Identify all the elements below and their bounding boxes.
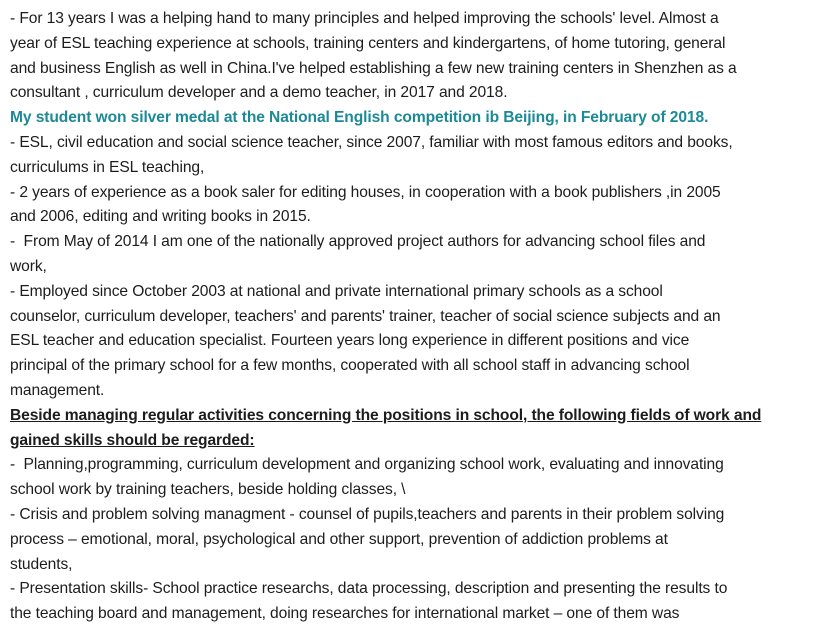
heading-line: Beside managing regular activities concerning the positions in school, the following fields of work and (10, 406, 762, 424)
text-line: and business English as well in China.I've helped establishing a few new training centers in Shenzhen as a (10, 59, 737, 77)
text-line: - ESL, civil education and social science teacher, since 2007, familiar with most famous editors and books, (10, 133, 733, 151)
text-line: - 2 years of experience as a book saler for editing houses, in cooperation with a book publishers ,in 2005 (10, 183, 721, 201)
text-line: work, (10, 257, 47, 275)
text-line: school work by training teachers, beside holding classes, \ (10, 481, 406, 499)
text-line: and 2006, editing and writing books in 2015. (10, 208, 311, 226)
text-line: counselor, curriculum developer, teachers' and parents' trainer, teacher of social science subjects and an (10, 307, 721, 325)
text-line: - Planning,programming, curriculum development and organizing school work, evaluating and innovating (10, 456, 724, 474)
text-line: principal of the primary school for a few months, cooperated with all school staff in advancing school (10, 357, 690, 375)
text-line: curriculums in ESL teaching, (10, 158, 205, 176)
highlight-line: My student won silver medal at the National English competition ib Beijing, in February of 2018. (10, 109, 709, 127)
text-line: consultant , curriculum developer and a demo teacher, in 2017 and 2018. (10, 84, 508, 102)
text-line: students, (10, 555, 73, 573)
text-line: year of ESL teaching experience at schools, training centers and kindergartens, of home tutoring, general (10, 34, 726, 52)
text-line: - From May of 2014 I am one of the nationally approved project authors for advancing school files and (10, 233, 706, 251)
text-line: the teaching board and management, doing researches for international market – one of them was (10, 605, 680, 623)
text-line: - For 13 years I was a helping hand to many principles and helped improving the schools' level. Almost a (10, 10, 719, 27)
text-line: - Employed since October 2003 at national and private international primary schools as a school (10, 282, 663, 300)
text-line: management. (10, 381, 105, 399)
text-line: process – emotional, moral, psychological and other support, prevention of addiction problems at (10, 530, 668, 548)
text-line: ESL teacher and education specialist. Fourteen years long experience in different positions and vice (10, 332, 690, 350)
text-line: - Crisis and problem solving managment - counsel of pupils,teachers and parents in their problem solving (10, 505, 725, 523)
text-line: - Presentation skills- School practice researchs, data processing, description and presenting the results to (10, 580, 728, 598)
heading-line: gained skills should be regarded: (10, 431, 255, 449)
